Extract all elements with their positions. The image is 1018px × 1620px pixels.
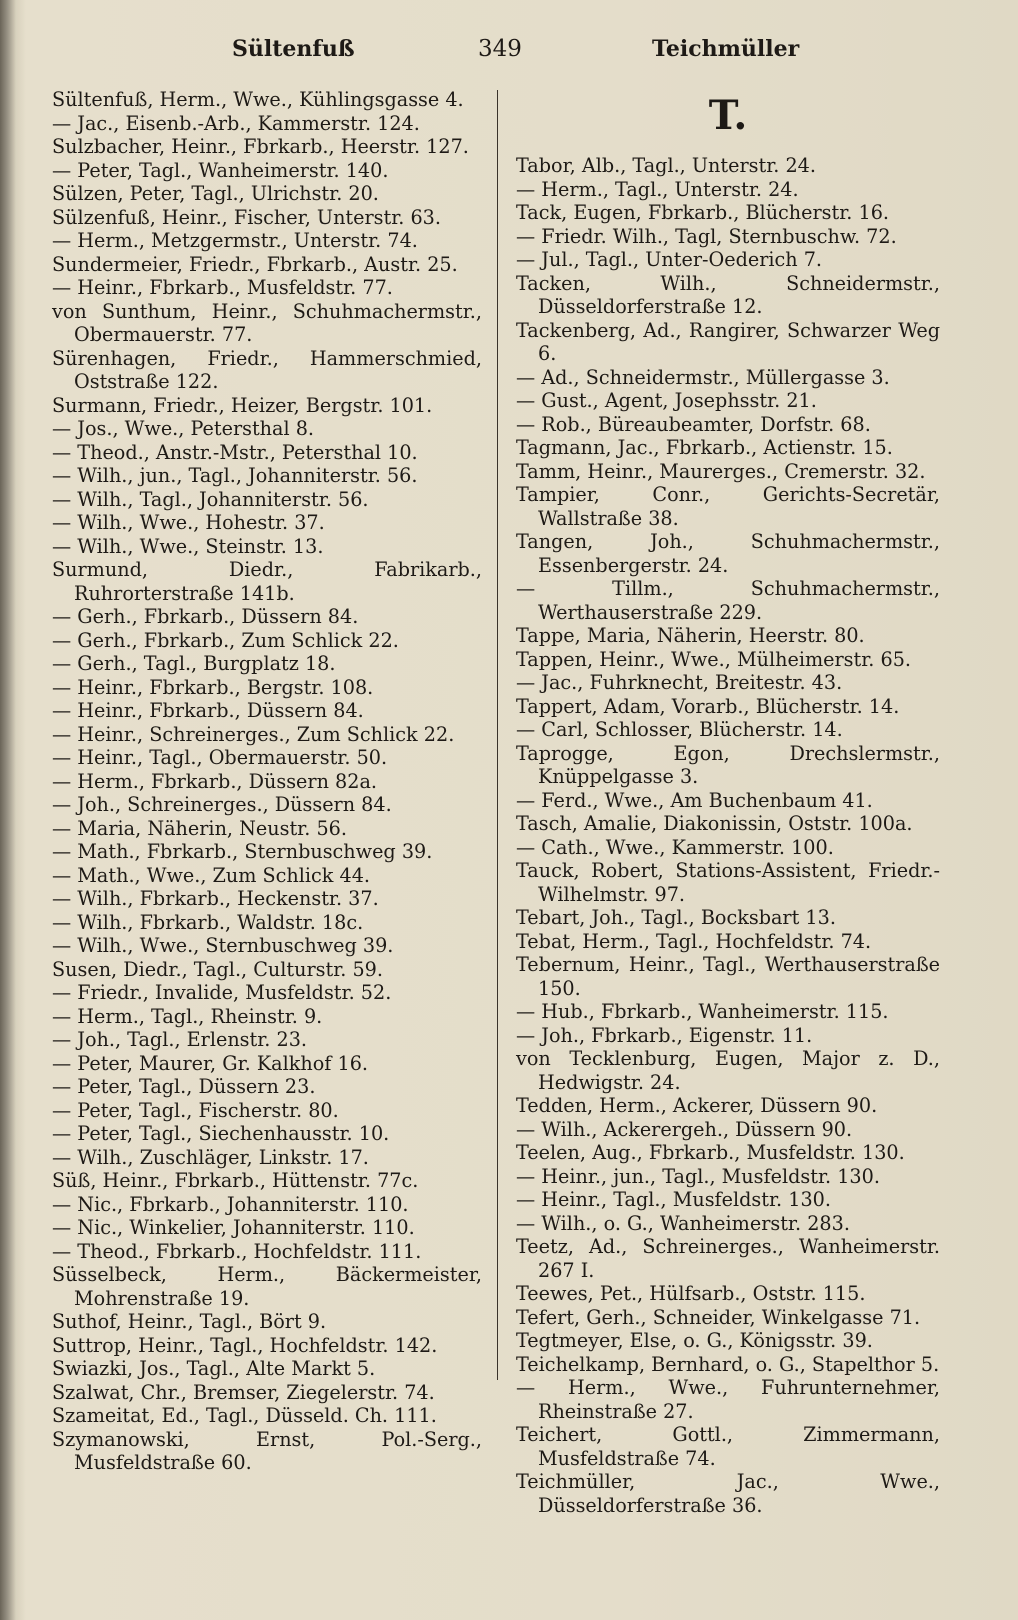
directory-entry: — Hub., Fbrkarb., Wanheimerstr. 115. xyxy=(516,1000,889,1023)
directory-entry: Tegtmeyer, Else, o. G., Königsstr. 39. xyxy=(516,1329,873,1352)
directory-entry: Taprogge, Egon, Drechslermstr., Knüppelgasse 3. xyxy=(516,741,940,788)
directory-entry: — Wilh., Wwe., Sternbuschweg 39. xyxy=(52,934,394,957)
directory-entry: Surmund, Diedr., Fabrikarb., Ruhrorterstraße 141b. xyxy=(52,558,482,605)
directory-entry: Tagmann, Jac., Fbrkarb., Actienstr. 15. xyxy=(516,436,893,459)
directory-entry: — Joh., Fbrkarb., Eigenstr. 11. xyxy=(516,1023,813,1047)
directory-entry: — Jac., Fuhrknecht, Breitestr. 43. xyxy=(516,671,843,694)
directory-entry: — Math., Wwe., Zum Schlick 44. xyxy=(52,863,371,887)
directory-entry: Tasch, Amalie, Diakonissin, Oststr. 100a. xyxy=(516,812,913,835)
directory-entry: — Cath., Wwe., Kammerstr. 100. xyxy=(516,835,834,859)
directory-entry: — Theod., Fbrkarb., Hochfeldstr. 111. xyxy=(52,1239,422,1263)
directory-entry: Szalwat, Chr., Bremser, Ziegelerstr. 74. xyxy=(52,1380,435,1404)
directory-entry: Tappen, Heinr., Wwe., Mülheimerstr. 65. xyxy=(516,647,912,671)
directory-entry: — Friedr., Invalide, Musfeldstr. 52. xyxy=(52,981,392,1004)
directory-entry: — Rob., Büreaubeamter, Dorfstr. 68. xyxy=(516,412,871,436)
directory-entry: — Herm., Metzgermstr., Unterstr. 74. xyxy=(52,229,418,252)
directory-entry: — Gerh., Fbrkarb., Zum Schlick 22. xyxy=(52,628,399,652)
directory-entry: Susen, Diedr., Tagl., Culturstr. 59. xyxy=(52,957,383,981)
directory-entry: — Maria, Näherin, Neustr. 56. xyxy=(52,816,347,840)
directory-entry: Teichert, Gottl., Zimmermann, Musfeldstraße 74. xyxy=(516,1423,940,1470)
directory-entry: von Tecklenburg, Eugen, Major z. D., Hedwigstr. 24. xyxy=(516,1047,940,1094)
directory-entry: — Joh., Tagl., Erlenstr. 23. xyxy=(52,1028,308,1051)
directory-entry: von Sunthum, Heinr., Schuhmachermstr., Obermauerstr. 77. xyxy=(52,299,482,346)
directory-entry: — Ad., Schneidermstr., Müllergasse 3. xyxy=(516,365,890,389)
directory-entry: — Gust., Agent, Josephsstr. 21. xyxy=(516,389,817,412)
directory-entry: — Wilh., Ackerergeh., Düssern 90. xyxy=(516,1117,853,1141)
directory-entry: Tebat, Herm., Tagl., Hochfeldstr. 74. xyxy=(516,929,872,953)
directory-entry: — Heinr., jun., Tagl., Musfeldstr. 130. xyxy=(516,1164,880,1188)
directory-entry: — Heinr., Fbrkarb., Düssern 84. xyxy=(52,699,364,722)
directory-entry: Teetz, Ad., Schreinerges., Wanheimerstr. 267 I. xyxy=(516,1235,940,1282)
directory-entry: Teichmüller, Jac., Wwe., Düsseldorferstraße 36. xyxy=(516,1470,940,1517)
directory-entry: — Peter, Tagl., Fischerstr. 80. xyxy=(52,1098,339,1122)
directory-entry: — Wilh., jun., Tagl., Johanniterstr. 56. xyxy=(52,464,418,487)
directory-entry: — Jul., Tagl., Unter-Oederich 7. xyxy=(516,248,823,271)
page-header xyxy=(0,36,1018,76)
directory-entry: — Peter, Tagl., Siechenhausstr. 10. xyxy=(52,1122,390,1145)
column-divider xyxy=(497,90,498,1380)
directory-entry: Sürenhagen, Friedr., Hammerschmied, Oststraße 122. xyxy=(52,346,482,393)
directory-entry: — Ferd., Wwe., Am Buchenbaum 41. xyxy=(516,788,873,812)
directory-entry: — Wilh., Fbrkarb., Heckenstr. 37. xyxy=(52,887,379,910)
directory-entry: Teelen, Aug., Fbrkarb., Musfeldstr. 130. xyxy=(516,1141,905,1164)
directory-entry: — Tillm., Schuhmachermstr., Werthauserstraße 229. xyxy=(516,577,940,624)
directory-entry: Tefert, Gerh., Schneider, Winkelgasse 71. xyxy=(516,1305,921,1329)
directory-entry: — Wilh., Wwe., Hohestr. 37. xyxy=(52,511,325,534)
directory-entry: Tamm, Heinr., Maurerges., Cremerstr. 32. xyxy=(516,459,926,483)
directory-entry: — Heinr., Fbrkarb., Bergstr. 108. xyxy=(52,675,374,699)
page-number: 349 xyxy=(478,36,522,62)
directory-entry: Sültenfuß, Herm., Wwe., Kühlingsgasse 4. xyxy=(52,88,464,111)
directory-entry: Süsselbeck, Herm., Bäckermeister, Mohrenstraße 19. xyxy=(52,1263,482,1310)
directory-entry: — Heinr., Fbrkarb., Musfeldstr. 77. xyxy=(52,276,393,299)
directory-entry: — Gerh., Tagl., Burgplatz 18. xyxy=(52,652,336,675)
directory-entry: Suthof, Heinr., Tagl., Bört 9. xyxy=(52,1310,327,1333)
directory-entry: — Friedr. Wilh., Tagl, Sternbuschw. 72. xyxy=(516,224,897,248)
directory-entry: — Wilh., Fbrkarb., Waldstr. 18c. xyxy=(52,910,364,934)
directory-entry: Tacken, Wilh., Schneidermstr., Düsseldorferstraße 12. xyxy=(516,271,940,318)
directory-entry: — Wilh., Tagl., Johanniterstr. 56. xyxy=(52,487,369,511)
header-left-keyword: Sültenfuß xyxy=(232,36,355,62)
directory-entry: Surmann, Friedr., Heizer, Bergstr. 101. xyxy=(52,393,433,417)
directory-entry: — Carl, Schlosser, Blücherstr. 14. xyxy=(516,718,843,741)
directory-entry: Tedden, Herm., Ackerer, Düssern 90. xyxy=(516,1094,878,1117)
directory-entry: Szameitat, Ed., Tagl., Düsseld. Ch. 111. xyxy=(52,1404,437,1427)
directory-entry: — Heinr., Tagl., Obermauerstr. 50. xyxy=(52,746,388,769)
section-letter: T. xyxy=(708,92,748,139)
directory-entry: — Wilh., Zuschläger, Linkstr. 17. xyxy=(52,1145,369,1169)
directory-entry: Teewes, Pet., Hülfsarb., Oststr. 115. xyxy=(516,1282,866,1305)
directory-entry: — Theod., Anstr.-Mstr., Petersthal 10. xyxy=(52,440,418,464)
directory-entry: — Herm., Tagl., Rheinstr. 9. xyxy=(52,1004,323,1028)
directory-entry: Sulzbacher, Heinr., Fbrkarb., Heerstr. 127. xyxy=(52,135,469,158)
directory-entry: Sülzen, Peter, Tagl., Ulrichstr. 20. xyxy=(52,182,379,205)
directory-entry: — Wilh., Wwe., Steinstr. 13. xyxy=(52,534,324,558)
directory-entry: — Jac., Eisenb.-Arb., Kammerstr. 124. xyxy=(52,111,420,135)
directory-entry: Tauck, Robert, Stations-Assistent, Friedr.-Wilhelmstr. 97. xyxy=(516,859,940,906)
directory-entry: — Heinr., Schreinerges., Zum Schlick 22. xyxy=(52,722,455,746)
directory-entry: Tampier, Conr., Gerichts-Secretär, Wallstraße 38. xyxy=(516,483,940,530)
header-right-keyword: Teichmüller xyxy=(652,36,800,62)
directory-entry: Sülzenfuß, Heinr., Fischer, Unterstr. 63. xyxy=(52,205,441,229)
directory-entry: Teichelkamp, Bernhard, o. G., Stapelthor 5. xyxy=(516,1352,940,1376)
directory-entry: — Herm., Wwe., Fuhrunternehmer, Rheinstraße 27. xyxy=(516,1376,940,1423)
directory-entry: Swiazki, Jos., Tagl., Alte Markt 5. xyxy=(52,1357,376,1380)
directory-entry: Tebernum, Heinr., Tagl., Werthauserstraße 150. xyxy=(516,953,940,1000)
directory-entry: Tappert, Adam, Vorarb., Blücherstr. 14. xyxy=(516,694,900,718)
directory-entry: — Wilh., o. G., Wanheimerstr. 283. xyxy=(516,1211,850,1235)
directory-entry: — Peter, Tagl., Wanheimerstr. 140. xyxy=(52,158,389,182)
directory-entry: — Gerh., Fbrkarb., Düssern 84. xyxy=(52,605,359,628)
directory-entry: Süß, Heinr., Fbrkarb., Hüttenstr. 77c. xyxy=(52,1169,419,1192)
directory-entry: Tackenberg, Ad., Rangirer, Schwarzer Weg 6. xyxy=(516,318,940,365)
directory-entry: — Jos., Wwe., Petersthal 8. xyxy=(52,417,315,440)
directory-entry: Tack, Eugen, Fbrkarb., Blücherstr. 16. xyxy=(516,201,890,224)
directory-entry: Szymanowski, Ernst, Pol.-Serg., Musfeldstraße 60. xyxy=(52,1427,482,1474)
directory-entry: — Herm., Fbrkarb., Düssern 82a. xyxy=(52,769,377,793)
directory-entry: — Nic., Winkelier, Johanniterstr. 110. xyxy=(52,1216,415,1239)
directory-entry: — Math., Fbrkarb., Sternbuschweg 39. xyxy=(52,840,433,863)
right-column-entries xyxy=(516,154,940,1517)
directory-entry: — Nic., Fbrkarb., Johanniterstr. 110. xyxy=(52,1192,409,1216)
right-column xyxy=(516,88,940,1517)
directory-entry: — Heinr., Tagl., Musfeldstr. 130. xyxy=(516,1188,831,1211)
directory-entry: — Peter, Maurer, Gr. Kalkhof 16. xyxy=(52,1051,368,1075)
directory-entry: — Peter, Tagl., Düssern 23. xyxy=(52,1075,316,1098)
directory-entry: Tappe, Maria, Näherin, Heerstr. 80. xyxy=(516,624,865,647)
directory-entry: — Joh., Schreinerges., Düssern 84. xyxy=(52,793,392,816)
directory-entry: — Herm., Tagl., Unterstr. 24. xyxy=(516,177,799,201)
directory-entry: Sundermeier, Friedr., Fbrkarb., Austr. 25. xyxy=(52,252,458,276)
directory-entry: Tebart, Joh., Tagl., Bocksbart 13. xyxy=(516,906,836,929)
left-column xyxy=(52,88,482,1475)
directory-entry: Suttrop, Heinr., Tagl., Hochfeldstr. 142. xyxy=(52,1333,438,1357)
directory-entry: Tabor, Alb., Tagl., Unterstr. 24. xyxy=(516,154,816,177)
directory-entry: Tangen, Joh., Schuhmachermstr., Essenbergerstr. 24. xyxy=(516,530,940,577)
